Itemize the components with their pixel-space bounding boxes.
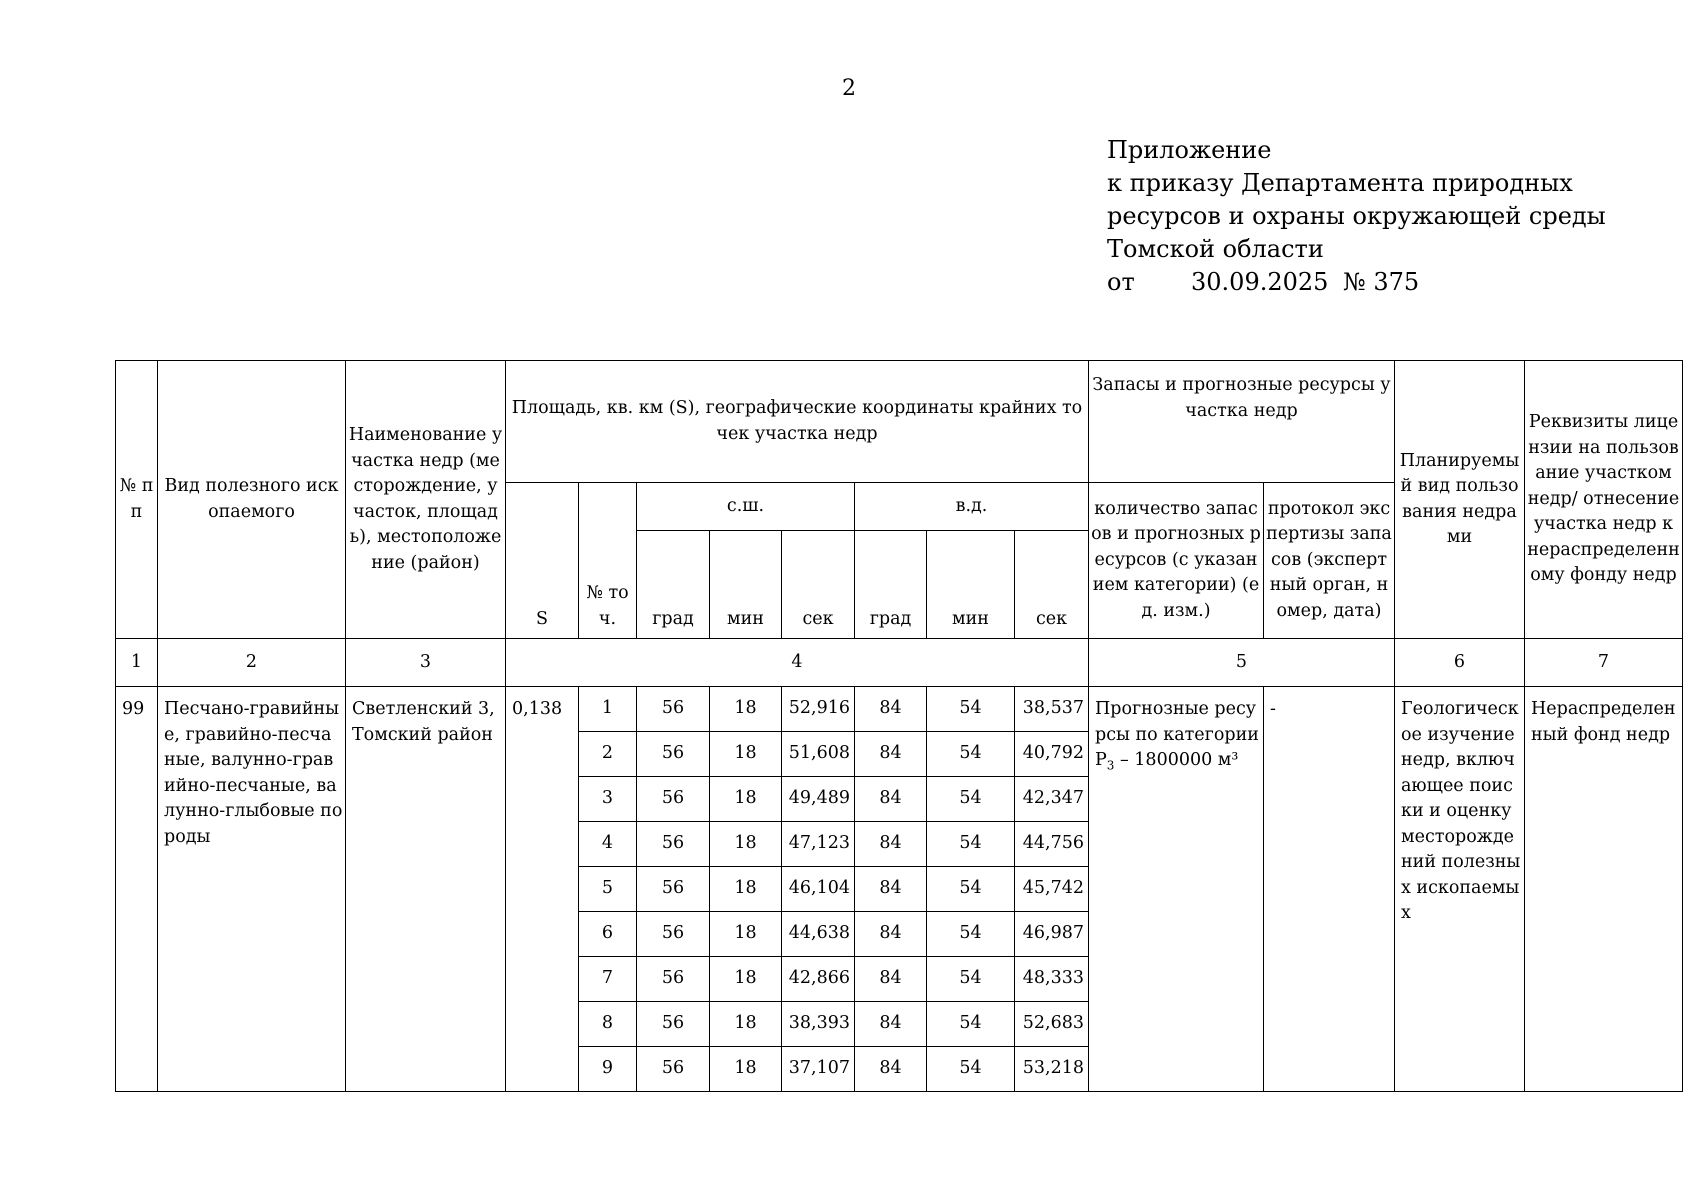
- lon-deg: 84: [855, 1002, 927, 1047]
- column-number: 7: [1525, 639, 1683, 687]
- lon-sec: 42,347: [1015, 777, 1089, 822]
- lat-min: 18: [710, 732, 782, 777]
- lat-deg: 56: [637, 1047, 710, 1092]
- lon-deg: 84: [855, 912, 927, 957]
- appendix-block: [1107, 134, 1606, 299]
- lon-deg: 84: [855, 687, 927, 732]
- record-reserves: Прогнозные ресурсы по категории $Р_3 - 1800000$ м³: [1089, 687, 1264, 1092]
- lon-deg: 84: [855, 867, 927, 912]
- lon-min: 54: [927, 777, 1015, 822]
- lat-deg: 56: [637, 732, 710, 777]
- point-number: 2: [579, 732, 637, 777]
- record-area: 0,138: [506, 687, 579, 1092]
- lat-deg: 56: [637, 822, 710, 867]
- lat-deg: 56: [637, 912, 710, 957]
- lat-min: 18: [710, 912, 782, 957]
- lat-sec: 42,866: [782, 957, 855, 1002]
- appendix-line-4: Томской области: [1107, 235, 1324, 263]
- record-protocol: -: [1264, 687, 1395, 1092]
- lon-deg: 84: [855, 777, 927, 822]
- order-number: № 375: [1343, 268, 1420, 296]
- record-usage: Геологическое изучение недр, включающее поиски и оценку месторождений полезных ископаемых: [1395, 687, 1525, 1092]
- lat-min: 18: [710, 867, 782, 912]
- lat-deg: 56: [637, 957, 710, 1002]
- lat-sec: 46,104: [782, 867, 855, 912]
- point-number: 4: [579, 822, 637, 867]
- column-numbers-row: [116, 639, 1683, 687]
- lon-sec: 40,792: [1015, 732, 1089, 777]
- column-number: 4: [506, 639, 1089, 687]
- point-number: 3: [579, 777, 637, 822]
- lat-sec: 49,489: [782, 777, 855, 822]
- point-number: 8: [579, 1002, 637, 1047]
- header-lat: с.ш.: [637, 483, 855, 531]
- lon-sec: 48,333: [1015, 957, 1089, 1002]
- header-lon-min: мин: [927, 531, 1015, 639]
- column-number: 3: [346, 639, 506, 687]
- header-lon-deg: град: [855, 531, 927, 639]
- header-s: S: [506, 483, 579, 639]
- header-lat-deg: град: [637, 531, 710, 639]
- lat-min: 18: [710, 957, 782, 1002]
- lat-deg: 56: [637, 777, 710, 822]
- record-site: Светленский 3, Томский район: [346, 687, 506, 1092]
- point-number: 9: [579, 1047, 637, 1092]
- lon-min: 54: [927, 957, 1015, 1002]
- lat-sec: 37,107: [782, 1047, 855, 1092]
- page-number: 2: [842, 76, 856, 101]
- header-lat-min: мин: [710, 531, 782, 639]
- lat-deg: 56: [637, 687, 710, 732]
- header-mineral: Вид полезного ископаемого: [158, 361, 346, 639]
- lat-min: 18: [710, 1002, 782, 1047]
- lon-sec: 45,742: [1015, 867, 1089, 912]
- column-number: 1: [116, 639, 158, 687]
- header-lon-sec: сек: [1015, 531, 1089, 639]
- record-mineral: Песчано-гравийные, гравийно-песчаные, валунно-гравийно-песчаные, валунно-глыбовые породы: [158, 687, 346, 1092]
- lat-deg: 56: [637, 867, 710, 912]
- lon-min: 54: [927, 1002, 1015, 1047]
- point-number: 6: [579, 912, 637, 957]
- lon-sec: 53,218: [1015, 1047, 1089, 1092]
- appendix-line-2: к приказу Департамента природных: [1107, 169, 1573, 197]
- lat-sec: 47,123: [782, 822, 855, 867]
- appendix-date-line: [1107, 266, 1606, 299]
- header-point-no: № точ.: [579, 483, 637, 639]
- lat-deg: 56: [637, 1002, 710, 1047]
- order-date: 30.09.2025: [1191, 268, 1329, 296]
- lon-deg: 84: [855, 957, 927, 1002]
- lon-sec: 44,756: [1015, 822, 1089, 867]
- lat-min: 18: [710, 1047, 782, 1092]
- date-prefix: от: [1107, 268, 1135, 296]
- appendix-title: Приложение: [1107, 136, 1272, 164]
- lat-sec: 51,608: [782, 732, 855, 777]
- header-site: Наименование участка недр (месторождение, участок, площадь), местоположение (район): [346, 361, 506, 639]
- lon-deg: 84: [855, 732, 927, 777]
- point-number: 1: [579, 687, 637, 732]
- lat-sec: 44,638: [782, 912, 855, 957]
- lon-sec: 52,683: [1015, 1002, 1089, 1047]
- lon-deg: 84: [855, 822, 927, 867]
- column-number: 2: [158, 639, 346, 687]
- lon-min: 54: [927, 912, 1015, 957]
- appendix-line-3: ресурсов и охраны окружающей среды: [1107, 202, 1606, 230]
- column-number: 6: [1395, 639, 1525, 687]
- header-lon: в.д.: [855, 483, 1089, 531]
- column-number: 5: [1089, 639, 1395, 687]
- header-protocol: протокол экспертизы запасов (экспертный орган, номер, дата): [1264, 483, 1395, 639]
- header-no: № пп: [116, 361, 158, 639]
- lon-min: 54: [927, 687, 1015, 732]
- lat-min: 18: [710, 687, 782, 732]
- subsoil-table: [115, 360, 1683, 1092]
- lat-min: 18: [710, 777, 782, 822]
- lon-min: 54: [927, 822, 1015, 867]
- point-number: 7: [579, 957, 637, 1002]
- record-number: 99: [116, 687, 158, 1092]
- lon-sec: 38,537: [1015, 687, 1089, 732]
- table-row: [116, 687, 1683, 732]
- lat-sec: 52,916: [782, 687, 855, 732]
- lon-min: 54: [927, 1047, 1015, 1092]
- header-usage: Планируемый вид пользования недрами: [1395, 361, 1525, 639]
- lon-deg: 84: [855, 1047, 927, 1092]
- lon-sec: 46,987: [1015, 912, 1089, 957]
- lon-min: 54: [927, 732, 1015, 777]
- header-license: Реквизиты лицензии на пользование участком недр/ отнесение участка недр к нераспределенному фонду недр: [1525, 361, 1683, 639]
- header-coordinates: Площадь, кв. км (S), географические координаты крайних точек участка недр: [506, 361, 1089, 483]
- point-number: 5: [579, 867, 637, 912]
- lat-sec: 38,393: [782, 1002, 855, 1047]
- header-reserves-quantity: количество запасов и прогнозных ресурсов (с указанием категории) (ед. изм.): [1089, 483, 1264, 639]
- header-lat-sec: сек: [782, 531, 855, 639]
- record-license: Нераспределенный фонд недр: [1525, 687, 1683, 1092]
- header-reserves-group: Запасы и прогнозные ресурсы участка недр: [1089, 361, 1395, 483]
- lon-min: 54: [927, 867, 1015, 912]
- lat-min: 18: [710, 822, 782, 867]
- header-row-1: [116, 361, 1683, 483]
